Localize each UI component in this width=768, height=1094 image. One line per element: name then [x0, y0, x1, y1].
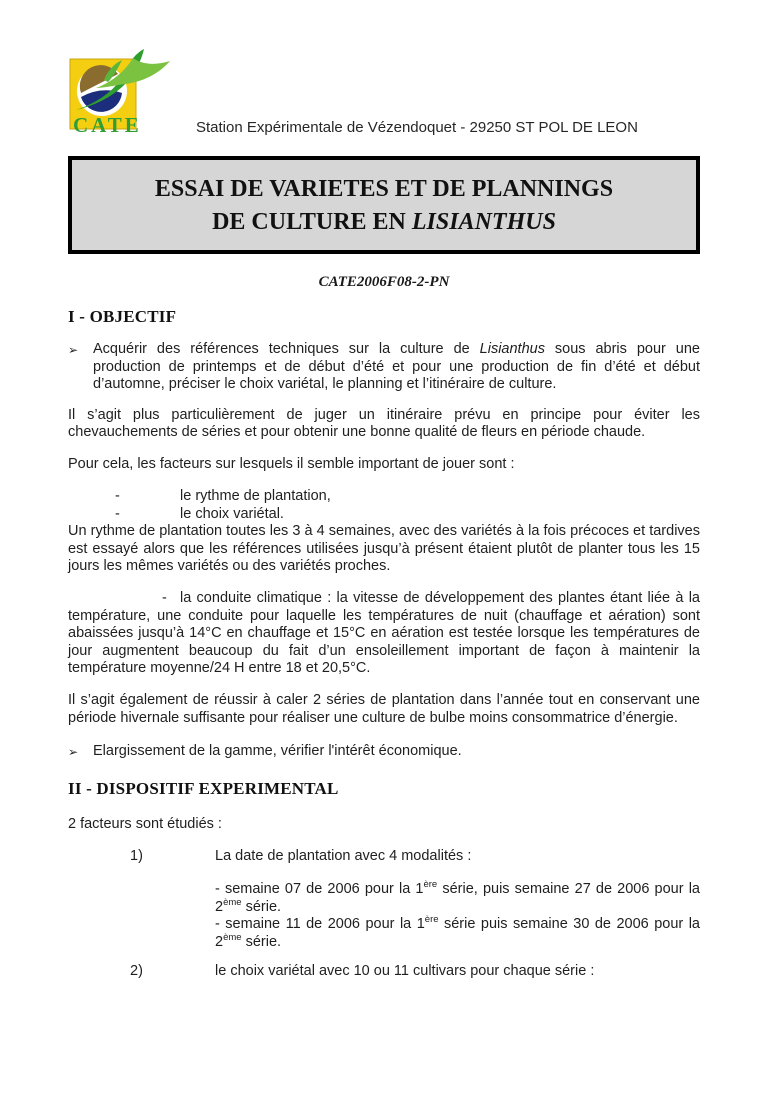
title-species-italic: LISIANTHUS — [411, 209, 556, 235]
paragraph-caler-series: Il s’agit également de réussir à caler 2 séries de plantation dans l’année tout en conservant une période hivernale suffisante pour réaliser une culture de bulbe moins consommatrice d’énergie. — [68, 692, 700, 726]
sub-item-semaine-11: - semaine 11 de 2006 pour la 1ère série puis semaine 30 de 2006 pour la 2ème série. — [215, 914, 700, 950]
dash-item-rythme: - le rythme de plantation, — [115, 488, 331, 504]
report-title-line2: DE CULTURE EN LISIANTHUS — [212, 209, 556, 235]
numbered-item-1 — [68, 848, 700, 866]
cate-logo-wordmark: CATE — [73, 113, 142, 137]
section-heading-dispositif: II - DISPOSITIF EXPERIMENTAL — [68, 778, 339, 798]
item-number: 1) — [130, 847, 143, 864]
gamme-bullet-text: Elargissement de la gamme, vérifier l'intérêt économique. — [93, 743, 462, 759]
paragraph-rythme-plantation: Un rythme de plantation toutes les 3 à 4 semaines, avec des variétés à la fois précoces et tardives est essayé alors que les références utilisées jusqu’à présent étaient plutôt de planter tous les 15 jours les mêmes variétés ou des variétés proches. — [68, 523, 700, 574]
arrow-bullet-icon: ➢ — [68, 343, 79, 357]
section-heading-objectif: I - OBJECTIF — [68, 307, 177, 326]
document-header — [68, 46, 700, 140]
objective-bullet — [68, 341, 700, 394]
paragraph-facteurs: 2 facteurs sont étudiés : — [68, 815, 222, 832]
paragraph-itineraire: Il s’agit plus particulièrement de juger un itinéraire prévu en principe pour éviter les chevauchements de séries et pour obtenir une bonne qualité de fleurs en période chaude. — [68, 406, 700, 440]
ordinal-superscript: ère — [424, 914, 439, 926]
paragraph-conduite-climatique: - la conduite climatique : la vitesse de développement des plantes étant liée à la température, une conduite pour laquelle les températures de nuit (chauffage et aération) sont abaissées jusqu’à 14°C en chauffage et 15°C en aération est testée lorsque les températures de jour augmentent beaucoup du fait d’un ensoleillement important de façon à maintenir la température moyenne/24 H entre 18 et 20,5°C. — [68, 590, 700, 676]
report-title-line1: ESSAI DE VARIETES ET DE PLANNINGS — [154, 176, 614, 202]
item-2-text: le choix variétal avec 10 ou 11 cultivars pour chaque série : — [215, 963, 595, 979]
sub-item-semaine-07: - semaine 07 de 2006 pour la 1ère série, puis semaine 27 de 2006 pour la 2ème série. — [215, 879, 700, 915]
item-1-text: La date de plantation avec 4 modalités : — [215, 847, 472, 864]
cate-logo — [68, 46, 172, 140]
dash-marker: - — [162, 590, 167, 606]
ordinal-superscript: ème — [223, 931, 242, 943]
gamme-bullet — [68, 743, 700, 762]
arrow-bullet-icon: ➢ — [68, 745, 79, 759]
dash-marker: - — [115, 505, 120, 522]
report-title-box — [68, 156, 700, 254]
dash-marker: - — [115, 488, 120, 504]
station-address-line: Station Expérimentale de Vézendoquet - 29250 ST POL DE LEON — [196, 119, 638, 136]
dash-item-choix: - le choix variétal. — [115, 505, 284, 522]
numbered-item-2 — [68, 963, 700, 981]
ordinal-superscript: ème — [223, 896, 242, 908]
ordinal-superscript: ère — [423, 879, 438, 891]
document-code: CATE2006F08-2-PN — [318, 274, 450, 290]
objective-bullet-text: Acquérir des références techniques sur la culture de Lisianthus sous abris pour une production de printemps et de début d’été et pour une production de fin d’été et début d’automne, préciser le choix variétal, le planning et l’itinéraire de culture. — [93, 341, 700, 392]
species-name-italic: Lisianthus — [479, 341, 545, 357]
paragraph-pour-cela: Pour cela, les facteurs sur lesquels il semble important de jouer sont : — [68, 456, 515, 472]
item-number: 2) — [130, 963, 143, 979]
